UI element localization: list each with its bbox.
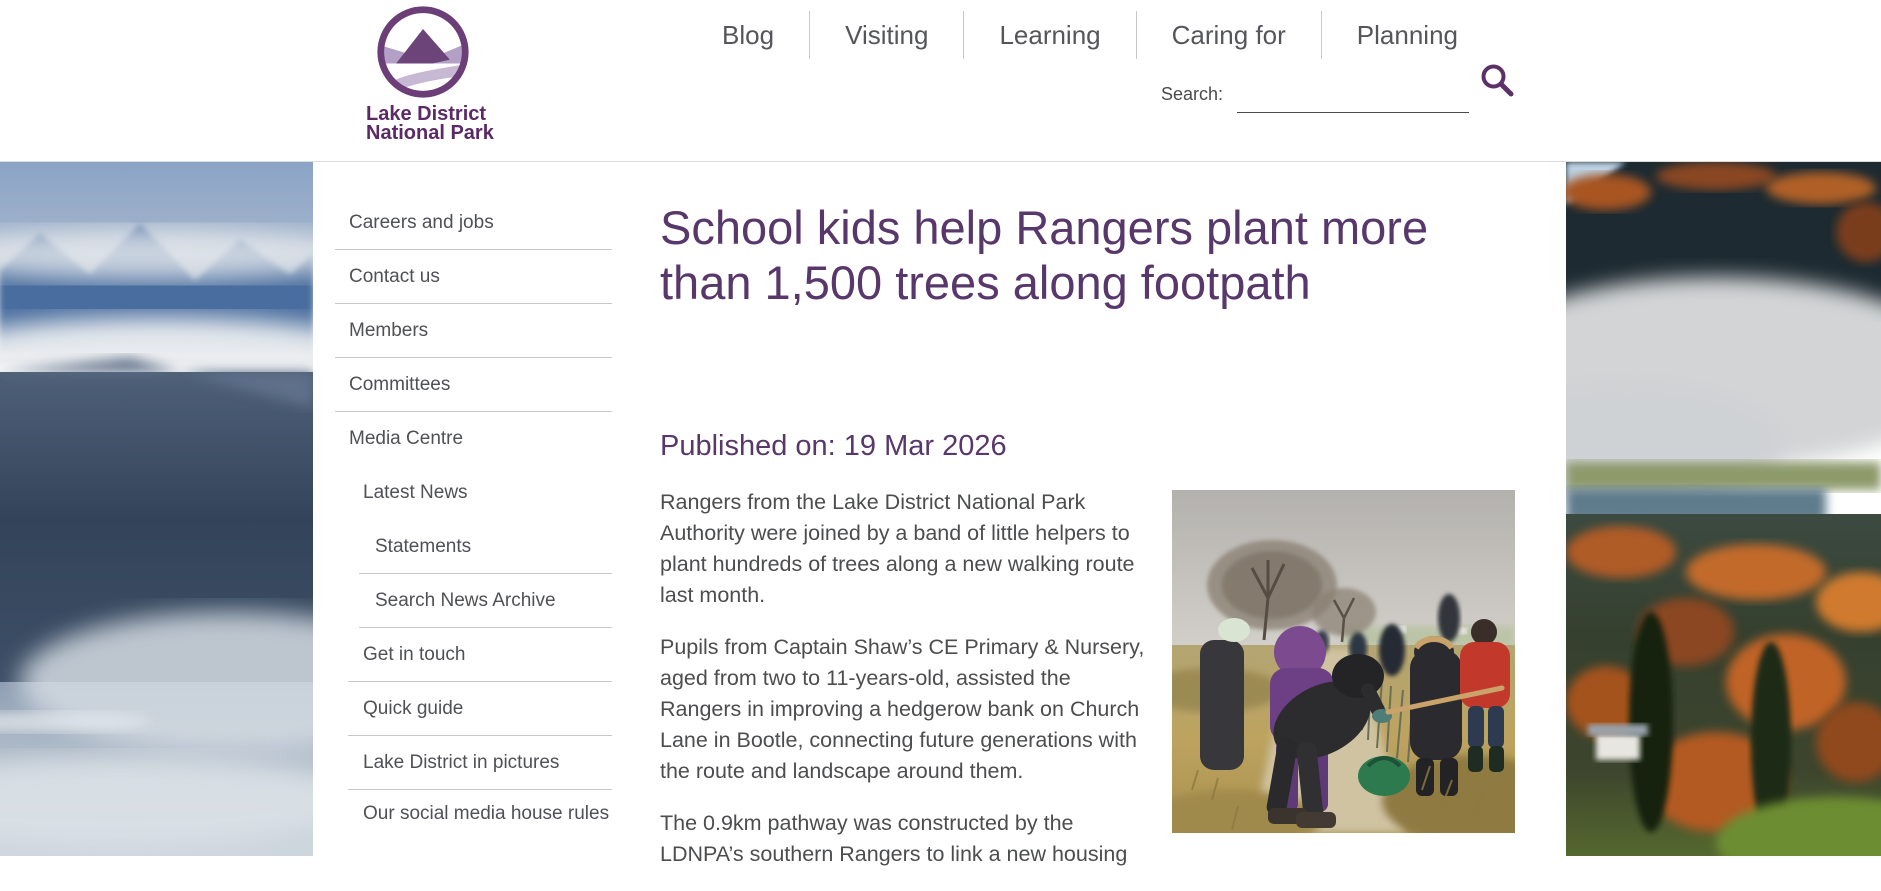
sidebar-item-label: Members (349, 319, 429, 341)
article-photo-tree-planting (1172, 490, 1515, 833)
logo-line-2: National Park (366, 122, 494, 144)
nav-item-blog[interactable] (687, 11, 809, 59)
search-label: Search: (1160, 84, 1223, 104)
sidebar-item-contact-us[interactable] (335, 250, 612, 304)
sidebar-item-quick-guide[interactable] (348, 682, 612, 736)
page-title: School kids help Rangers plant more than 1,500 trees along footpath (660, 201, 1429, 309)
nav-label: Visiting (845, 19, 929, 50)
sidebar-item-label: Committees (349, 373, 451, 395)
nav-label: Learning (999, 19, 1101, 50)
sidebar-item-label: Statements (375, 535, 472, 557)
section-sidebar (335, 196, 612, 844)
misty-lake-landscape-graphic (0, 162, 313, 856)
sidebar-item-latest-news[interactable] (348, 466, 612, 520)
logo-wordmark (366, 105, 494, 143)
primary-nav (687, 11, 1493, 59)
right-banner-image (1566, 162, 1881, 856)
left-banner-image (0, 162, 313, 856)
article-body (660, 487, 1156, 891)
sidebar-item-media-centre[interactable] (335, 412, 612, 466)
sidebar-item-label: Search News Archive (375, 589, 556, 611)
article-paragraph: The 0.9km pathway was constructed by the LDNPA’s southern Rangers to link a new housing (660, 811, 1128, 866)
sidebar-item-label: Lake District in pictures (363, 751, 560, 773)
sidebar-item-label: Media Centre (349, 428, 464, 449)
tree-planting-photo-graphic (1172, 490, 1515, 833)
site-header (0, 0, 1881, 162)
nav-label: Blog (722, 19, 775, 50)
nav-item-caring-for[interactable] (1136, 11, 1321, 59)
sidebar-item-label: Our social media house rules (363, 803, 610, 824)
sidebar-item-label: Get in touch (363, 643, 466, 665)
nav-item-visiting[interactable] (809, 11, 963, 59)
nav-label: Caring for (1171, 19, 1286, 50)
sidebar-item-get-in-touch[interactable] (348, 628, 612, 682)
autumn-woodland-landscape-graphic (1566, 162, 1881, 856)
sidebar-item-label: Careers and jobs (349, 211, 494, 233)
nav-item-planning[interactable] (1321, 11, 1493, 59)
sidebar-item-lake-district-in-pictures[interactable] (348, 736, 612, 790)
search-icon (1479, 62, 1515, 98)
sidebar-item-social-media-house-rules[interactable] (348, 790, 612, 844)
sidebar-item-statements[interactable] (359, 520, 612, 574)
published-date: Published on: 19 Mar 2026 (660, 430, 1007, 462)
nav-item-learning[interactable] (963, 11, 1135, 59)
sidebar-item-careers-and-jobs[interactable] (335, 196, 612, 250)
sidebar-item-members[interactable] (335, 304, 612, 358)
sidebar-item-label: Latest News (363, 482, 468, 503)
sidebar-item-label: Contact us (349, 265, 440, 287)
logo-line-1: Lake District (366, 103, 487, 125)
sidebar-item-committees[interactable] (335, 358, 612, 412)
sidebar-item-label: Quick guide (363, 697, 464, 719)
article-paragraph: Pupils from Captain Shaw’s CE Primary & Nursery, aged from two to 11-years-old, assisted the Rangers in improving a hedgerow bank on Church Lane in Bootle, connecting future generations with the route and landscape around them. (660, 635, 1145, 783)
search-button[interactable] (1479, 62, 1515, 101)
site-logo[interactable] (366, 4, 494, 143)
search-input[interactable] (1237, 81, 1469, 113)
mountain-lake-circle-icon (375, 4, 471, 100)
article-paragraph: Rangers from the Lake District National Park Authority were joined by a band of little helpers to plant hundreds of trees along a new walking route last month. (660, 490, 1135, 607)
sidebar-item-search-news-archive[interactable] (359, 574, 612, 628)
nav-label: Planning (1356, 19, 1458, 50)
search-bar (1161, 74, 1515, 113)
